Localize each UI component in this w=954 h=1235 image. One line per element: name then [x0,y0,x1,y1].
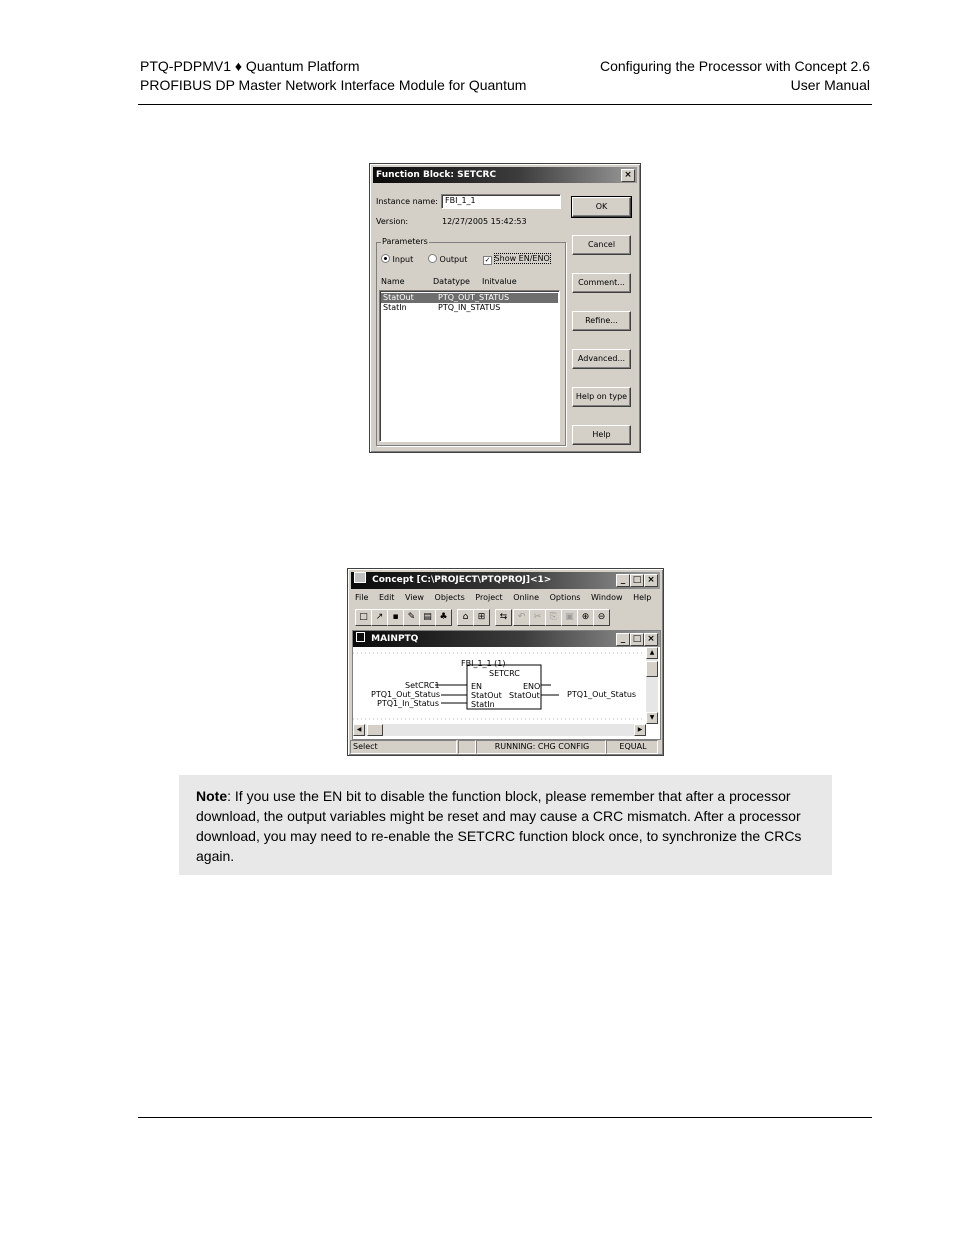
version-label: Version: [376,217,409,226]
help-on-type-button[interactable]: Help on type [572,387,631,407]
open-icon[interactable]: ↗ [371,609,388,626]
note-body: : If you use the EN bit to disable the function block, please remember that after a processor download, the output variables might be reset and may cause a CRC mismatch. After a processor download, you may need to re-enable the SETCRC function block once, to synchronize the CRCs again. [196,788,802,864]
zoom-out-icon[interactable]: ⊖ [593,609,610,626]
ok-button[interactable]: OK [572,197,631,217]
menu-view[interactable]: View [404,593,424,602]
instance-name-input[interactable] [441,194,561,209]
scroll-left-icon[interactable]: ◀ [353,724,365,736]
scroll-up-icon[interactable]: ▲ [646,647,658,659]
close-icon[interactable]: × [644,633,658,646]
function-block-dialog [369,163,641,453]
undo-icon[interactable]: ↶ [513,609,530,626]
connect-icon[interactable]: ⌂ [457,609,474,626]
toolbar [355,609,655,626]
header-section: Configuring the Processor with Concept 2.6 [599,58,870,74]
menu-help[interactable]: Help [633,593,652,602]
cancel-button[interactable]: Cancel [572,235,631,255]
header-subtitle: PROFIBUS DP Master Network Interface Module for Quantum [140,77,527,93]
maximize-icon[interactable]: □ [630,574,644,587]
status-mode: Select [350,740,457,754]
status-compare: EQUAL [606,740,658,754]
pin-statout-out: StatOut [509,691,540,700]
output-ptq1-out-status[interactable]: PTQ1_Out_Status [567,690,637,699]
note-label: Note [196,788,228,804]
block-instance: FBI_1_1 (1) [461,659,506,668]
instance-name-value: FBI_1_1 [445,196,476,205]
menu-bar [355,593,659,602]
note-box [179,775,832,875]
scroll-down-icon[interactable]: ▼ [646,712,658,724]
note-text [196,786,816,866]
close-icon[interactable]: × [621,169,635,182]
advanced-button[interactable]: Advanced... [572,349,631,369]
output-radio[interactable]: Output [428,254,467,264]
tree-icon[interactable]: ▤ [419,609,436,626]
horizontal-scrollbar[interactable] [353,724,646,736]
column-datatype: Datatype [433,277,470,286]
concept-title: Concept [C:\PROJECT\PTQPROJ]<1> [372,575,552,585]
scroll-thumb[interactable] [646,661,658,677]
dialog-title: Function Block: SETCRC [376,170,497,180]
parameters-label: Parameters [382,237,428,246]
column-initvalue: Initvalue [482,277,517,286]
menu-options[interactable]: Options [549,593,581,602]
version-value: 12/27/2005 15:42:53 [442,217,527,226]
menu-window[interactable]: Window [591,593,623,602]
concept-window [347,568,664,756]
input-ptq1-out-status[interactable]: PTQ1_Out_Status [371,690,441,699]
comment-button[interactable]: Comment... [572,273,631,293]
section-icon [356,632,365,642]
menu-project[interactable]: Project [475,593,503,602]
block-icon[interactable]: ⊞ [473,609,490,626]
zoom-in-icon[interactable]: ⊕ [577,609,594,626]
maximize-icon[interactable]: □ [630,633,644,646]
footer-rule [138,1117,872,1118]
block-type: SETCRC [489,669,520,678]
column-name: Name [381,277,405,286]
pin-statin: StatIn [471,700,495,709]
status-empty [458,740,476,754]
mainptq-title: MAINPTQ [371,634,419,644]
refine-button[interactable]: Refine... [572,311,631,331]
pin-eno: ENO [523,682,541,691]
vertical-scrollbar[interactable] [646,647,658,724]
concept-titlebar [351,572,660,589]
checkbox-checked-icon: ✓ [484,256,491,264]
menu-edit[interactable]: Edit [378,593,395,602]
minimize-icon[interactable]: _ [616,574,630,587]
scroll-right-icon[interactable]: ▶ [634,724,646,736]
header-product: PTQ-PDPMV1 ♦ Quantum Platform [140,58,360,74]
cut-icon[interactable]: ✂ [529,609,546,626]
new-icon[interactable]: □ [355,609,372,626]
instance-name-label: Instance name: [376,197,438,206]
close-icon[interactable]: × [644,574,658,587]
status-state: RUNNING: CHG CONFIG [476,740,606,754]
show-en-eno-checkbox[interactable]: ✓ Show EN/ENO [484,254,550,264]
scroll-thumb[interactable] [367,724,383,736]
list-item[interactable]: StatIn PTQ_IN_STATUS [383,303,501,312]
link-icon[interactable]: ⇆ [495,609,512,626]
save-icon[interactable]: ▪ [387,609,404,626]
status-bar [350,740,659,753]
input-ptq1-in-status[interactable]: PTQ1_In_Status [377,699,440,708]
list-item[interactable]: StatOut PTQ_OUT_STATUS [381,293,558,303]
app-icon [354,572,366,583]
header-left [140,57,526,95]
pin-statout-in: StatOut [471,691,502,700]
help-button[interactable]: Help [572,425,631,445]
mainptq-titlebar [353,631,660,647]
input-radio[interactable]: Input [381,254,413,264]
copy-icon[interactable]: ⎘ [545,609,562,626]
edit-icon[interactable]: ✎ [403,609,420,626]
header-right [600,57,870,95]
parameters-list[interactable] [379,290,560,442]
binoculars-icon[interactable]: ♣ [435,609,452,626]
radio-icon [428,254,437,263]
input-setcrc1[interactable]: SetCRC1 [405,681,440,690]
minimize-icon[interactable]: _ [616,633,630,646]
radio-selected-icon [381,254,390,263]
header-rule [138,104,872,105]
mainptq-window [352,630,661,740]
dialog-titlebar [373,167,637,183]
menu-online[interactable]: Online [513,593,540,602]
header-manual: User Manual [790,77,870,93]
paste-icon[interactable]: ▣ [561,609,578,626]
menu-objects[interactable]: Objects [434,593,465,602]
pin-en: EN [471,682,483,691]
menu-file[interactable]: File [355,593,369,602]
